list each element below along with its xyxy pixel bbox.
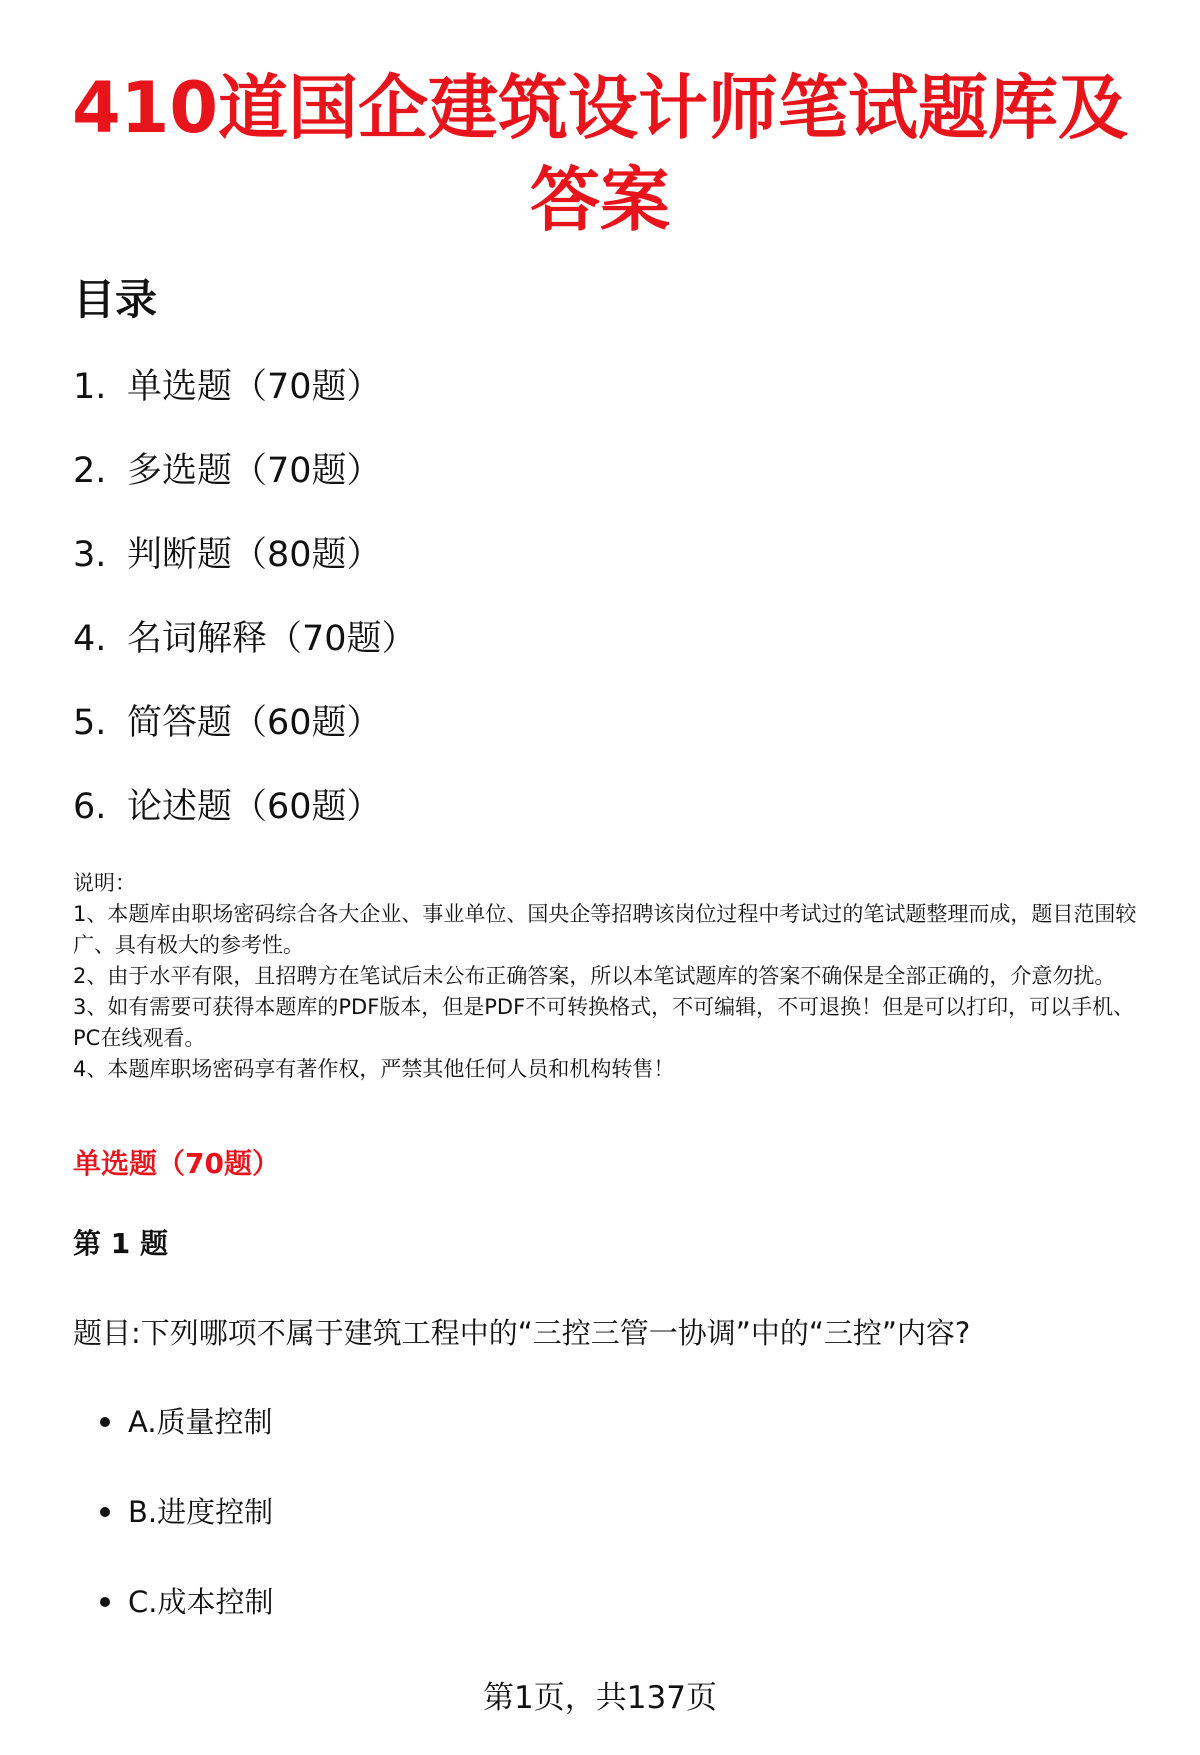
section-title: 单选题（70题） [73,1147,280,1180]
toc-heading: 目录 [73,275,158,324]
toc-item-label: 论述题（60题） [127,787,382,827]
toc-item-label: 单选题（70题） [127,367,382,407]
notes-line: 1、本题库由职场密码综合各大企业、事业单位、国央企等招聘该岗位过程中考试过的笔试题整理而成，题目范围较广、具有极大的参考性。 [73,902,1137,957]
question-number: 第 1 题 [73,1227,168,1260]
page-footer: 第1页，共137页 [483,1680,717,1716]
option-item [100,1402,273,1492]
notes-line: 2、由于水平有限，且招聘方在笔试后未公布正确答案，所以本笔试题库的答案不确保是全部正确的，介意勿扰。 [73,964,1116,988]
notes-heading: 说明： [73,871,136,895]
toc-item-label: 判断题（80题） [127,535,382,575]
toc-item [73,698,417,782]
notes-line: 3、如有需要可获得本题库的PDF版本，但是PDF不可转换格式，不可编辑，不可退换！但是可以打印，可以手机、PC在线观看。 [73,995,1135,1050]
option-label: C.成本控制 [128,1585,274,1619]
toc-item-number: 4. [73,619,107,659]
toc-item-number: 1. [73,367,107,407]
bullet-icon [100,1507,110,1517]
toc-item-label: 名词解释（70题） [127,619,417,659]
option-item [100,1492,273,1582]
question-text: 题目:下列哪项不属于建筑工程中的“三控三管一协调”中的“三控”内容? [73,1316,971,1350]
option-label: B.进度控制 [128,1495,274,1529]
toc-item-label: 多选题（70题） [127,451,382,491]
toc-item-number: 2. [73,451,107,491]
options-list [100,1402,273,1672]
toc-item [73,614,417,698]
toc-list [73,362,417,866]
document-title: 410道国企建筑设计师笔试题库及答案 [71,67,1129,241]
toc-item-number: 5. [73,703,107,743]
bullet-icon [100,1597,110,1607]
notes-line: 4、本题库职场密码享有著作权，严禁其他任何人员和机构转售！ [73,1057,675,1081]
notes-block [73,868,1153,1085]
toc-item [73,530,417,614]
toc-item-number: 6. [73,787,107,827]
toc-item [73,446,417,530]
option-item [100,1582,273,1672]
bullet-icon [100,1417,110,1427]
option-label: A.质量控制 [128,1405,273,1439]
toc-item [73,362,417,446]
toc-item-label: 简答题（60题） [127,703,382,743]
toc-item-number: 3. [73,535,107,575]
toc-item [73,782,417,866]
